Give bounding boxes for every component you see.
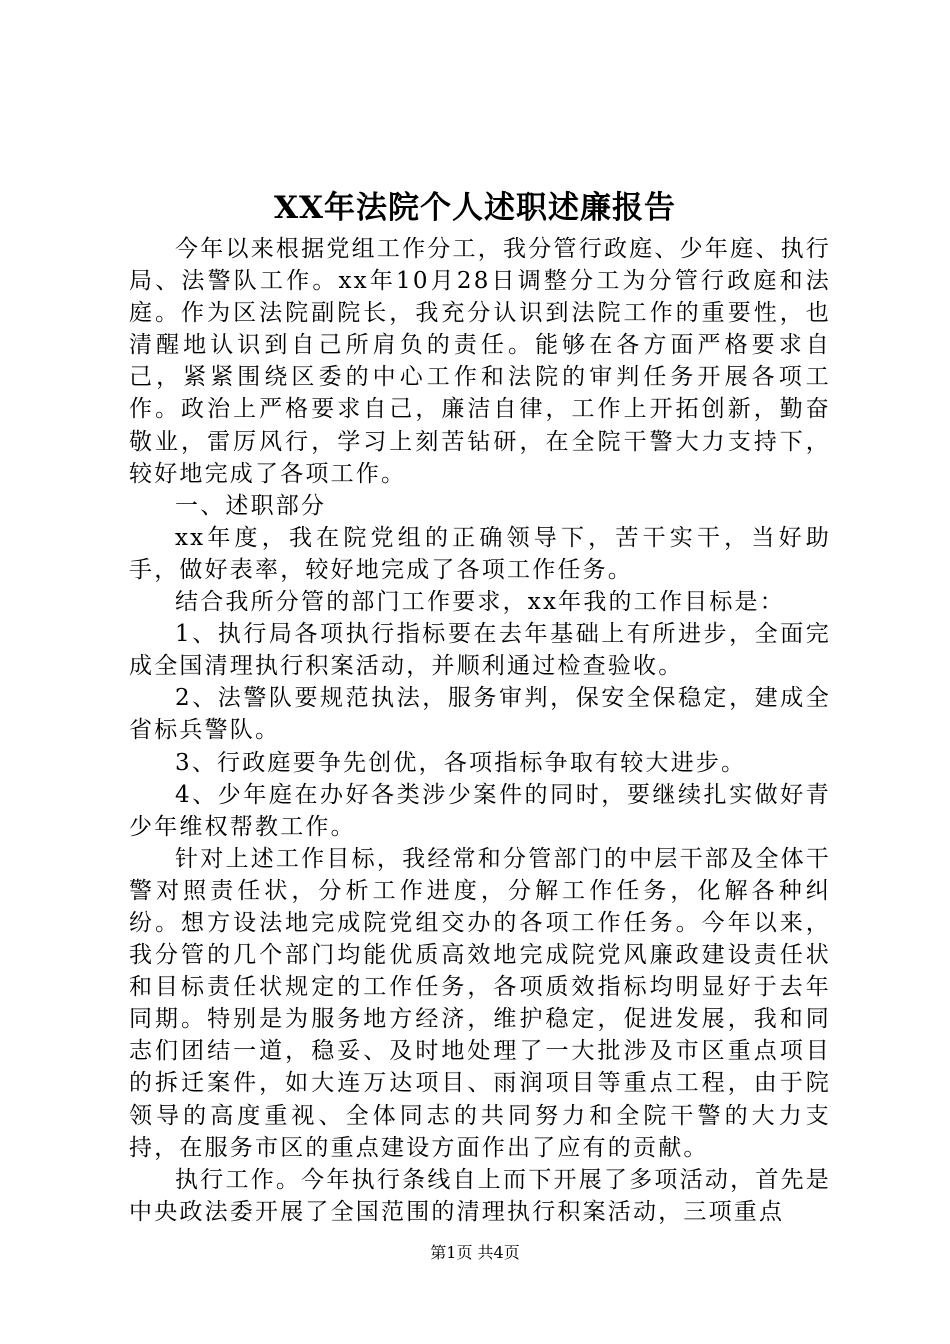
page-number-footer: 第1页 共4页: [430, 1243, 520, 1262]
list-item-goal-1: 1、执行局各项执行指标要在去年基础上有所进步，全面完成全国清理执行积案活动，并顺利通过检查验收。: [129, 621, 831, 680]
list-item-goal-4: 4、少年庭在办好各类涉少案件的同时，要继续扎实做好青少年维权帮教工作。: [129, 781, 831, 840]
paragraph: 结合我所分管的部门工作要求，xx年我的工作目标是：: [175, 589, 785, 616]
list-item-goal-2: 2、法警队要规范执法，服务审判，保安全保稳定，建成全省标兵警队。: [129, 685, 831, 744]
paragraph: xx年度，我在院党组的正确领导下，苦干实干，当好助手，做好表率，较好地完成了各项工作任务。: [129, 524, 831, 583]
paragraph: 针对上述工作目标，我经常和分管部门的中层干部及全体干警对照责任状，分析工作进度，分解工作任务，化解各种纠纷。想方设法地完成院党组交办的各项工作任务。今年以来，我分管的几个部门均能优质高效地完成院党风廉政建设责任状和目标责任状规定的工作任务，各项质效指标均明显好于去年同期。特别是为服务地方经济，维护稳定，促进发展，我和同志们团结一道，稳妥、及时地处理了一大批涉及市区重点项目的拆迁案件，如大连万达项目、雨润项目等重点工程，由于院领导的高度重视、全体同志的共同努力和全院干警的大力支持，在服务市区的重点建设方面作出了应有的贡献。: [129, 845, 831, 1161]
document-body: [129, 233, 831, 1228]
paragraph: 执行工作。今年执行条线自上而下开展了多项活动，首先是中央政法委开展了全国范围的清理执行积案活动，三项重点: [129, 1166, 831, 1225]
list-item-goal-3: 3、行政庭要争先创优，各项指标争取有较大进步。: [175, 749, 747, 776]
section-heading-duty: 一、述职部分: [175, 492, 327, 519]
document-title: XX年法院个人述职述廉报告: [273, 190, 677, 226]
paragraph-intro: 今年以来根据党组工作分工，我分管行政庭、少年庭、执行局、法警队工作。xx年10月28日调整分工为分管行政庭和法庭。作为区法院副院长，我充分认识到法院工作的重要性，也清醒地认识到自己所肩负的责任。能够在各方面严格要求自己，紧紧围绕区委的中心工作和法院的审判任务开展各项工作。政治上严格要求自己，廉洁自律，工作上开拓创新，勤奋敬业，雷厉风行，学习上刻苦钻研，在全院干警大力支持下，较好地完成了各项工作。: [129, 236, 831, 487]
